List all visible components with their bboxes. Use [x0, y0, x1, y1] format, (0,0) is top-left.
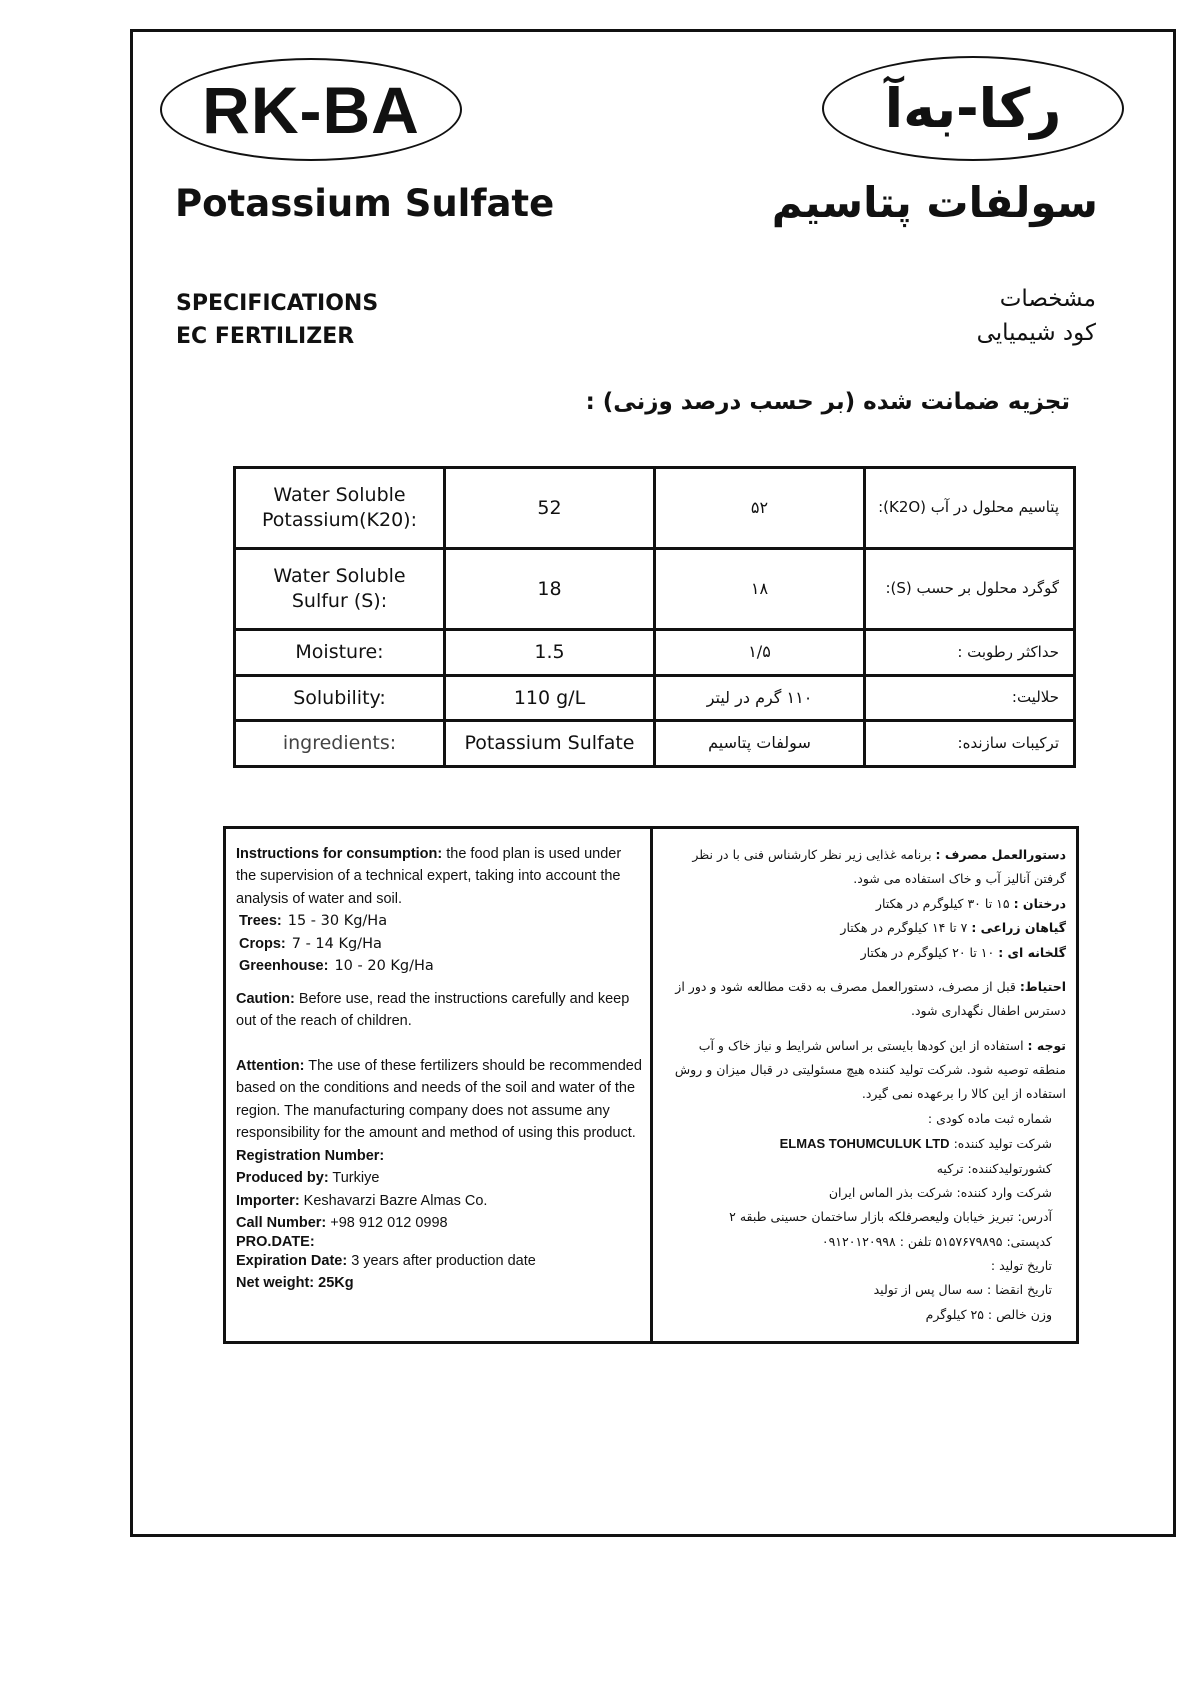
expiration-label-en: Expiration Date:: [236, 1252, 348, 1269]
crops-value-en: 7 - 14 Kg/Ha: [291, 935, 382, 952]
consumption-label-en: Instructions for consumption:: [236, 846, 443, 862]
attention-text-en: The use of these fertilizers should be recommended based on the conditions and needs of the soil and water of the region. The manufacturing company does not assume any responsibility for the amount and method of using this product.: [236, 1057, 642, 1142]
consumption-label-fa: دستورالعمل مصرف :: [935, 847, 1066, 862]
table-row: [235, 549, 1075, 630]
brand-logo-fa: [822, 56, 1124, 161]
caution-text-en: Before use, read the instructions carefully and keep out of the reach of children.: [236, 990, 630, 1030]
specifications-heading-en: SPECIFICATIONS: [176, 291, 379, 316]
registration-label-en: Registration Number:: [236, 1147, 385, 1164]
guaranteed-analysis-title: تجزیه ضمانت شده (بر حسب درصد وزنی) :: [585, 389, 1070, 415]
caution-label-fa: احتیاط:: [1019, 978, 1066, 994]
row-label-en: Water Soluble Sulfur (S):: [235, 549, 445, 630]
greenhouse-value-en: 10 - 20 Kg/Ha: [334, 958, 434, 975]
produced-label-en: Produced by:: [236, 1170, 329, 1187]
dose-trees-fa: [665, 892, 1066, 916]
postal-line-fa: کدپستی: ۵۱۵۷۶۷۹۸۹۵ تلفن : ۰۹۱۲۰۱۲۰۹۹۸: [821, 1233, 1052, 1249]
expiration-value-en: 3 years after production date: [347, 1252, 536, 1269]
produced-line-en: [236, 1167, 642, 1189]
row-value-en: 1.5: [445, 630, 655, 676]
attention-paragraph-fa: [665, 1034, 1066, 1107]
trees-label-en: Trees:: [239, 913, 282, 930]
registration-line-en: [236, 1145, 642, 1167]
row-value-en: 110 g/L: [445, 675, 655, 721]
consumption-text-en: the food plan is used under the supervision of a technical expert, taking into account the analysis of water and soil.: [236, 846, 622, 907]
row-label-en: Water Soluble Potassium(K20):: [235, 468, 445, 549]
crops-label-fa: گیاهان زراعی :: [971, 920, 1066, 936]
attention-paragraph-en: [236, 1055, 642, 1145]
row-label-fa: حلالیت:: [865, 675, 1075, 721]
row-label-en: Solubility:: [235, 675, 445, 721]
row-label-fa: حداکثر رطوبت :: [865, 630, 1075, 676]
netweight-label-en: Net weight: 25Kg: [236, 1275, 354, 1292]
row-label-fa: پتاسیم محلول در آب (K2O):: [865, 468, 1075, 549]
dose-greenhouse-en: [236, 955, 642, 977]
row-value-fa: ۵۲: [655, 468, 865, 549]
row-value-fa: ۱/۵: [655, 630, 865, 676]
dose-greenhouse-fa: [665, 941, 1066, 965]
country-line-fa: کشورتولیدکننده: ترکیه: [936, 1160, 1052, 1176]
crops-value-fa: ۷ تا ۱۴ کیلوگرم در هکتار: [840, 920, 972, 936]
producer-label-fa: شرکت تولید کننده:: [953, 1136, 1052, 1152]
attention-text-fa: استفاده از این کودها بایستی بر اساس شرایط و نیاز خاک و آب منطقه توصیه شود. شرکت تولید کننده هیچ مسئولیتی در قبال میزان و روش استفاده از این کالا را برعهده نمی گیرد.: [674, 1037, 1066, 1102]
caution-paragraph-fa: [665, 975, 1066, 1024]
consumption-paragraph-fa: [665, 843, 1066, 892]
row-label-en: ingredients:: [235, 721, 445, 767]
caution-paragraph-en: [236, 988, 642, 1033]
producer-details-fa: [665, 1107, 1066, 1327]
address-line-fa: آدرس: تبریز خیابان ولیعصرفلکه بازار ساختمان حسینی طبقه ۲: [729, 1209, 1052, 1225]
caution-text-fa: قبل از مصرف، دستورالعمل مصرف به دقت مطالعه شود و دور از دسترس اطفال نگهداری شود.: [675, 978, 1066, 1019]
trees-value-fa: ۱۵ تا ۳۰ کیلوگرم در هکتار: [875, 895, 1014, 911]
expiration-line-en: [236, 1250, 642, 1272]
netweight-line-fa: وزن خالص : ۲۵ کیلوگرم: [925, 1306, 1052, 1322]
importer-line-en: [236, 1190, 642, 1212]
specifications-heading-fa: مشخصات: [999, 286, 1096, 312]
netweight-line-en: [236, 1272, 642, 1294]
row-value-fa: سولفات پتاسیم: [655, 721, 865, 767]
consumption-text-fa: برنامه غذایی زیر نظر کارشناس فنی با در نظر گرفتن آنالیز آب و خاک استفاده می شود.: [692, 847, 1066, 887]
brand-logo-fa-text: رکا-به‌آ: [884, 77, 1062, 140]
importer-line-fa: شرکت وارد کننده: شرکت بذر الماس ایران: [828, 1184, 1052, 1200]
greenhouse-label-fa: گلخانه ای :: [998, 944, 1066, 960]
instructions-column-fa: [653, 829, 1076, 1341]
fertilizer-type-fa: کود شیمیایی: [976, 320, 1096, 346]
call-value-en: +98 912 012 0998: [326, 1215, 448, 1232]
brand-logo-en-text: RK-BA: [202, 72, 420, 147]
importer-value-en: Keshavarzi Bazre Almas Co.: [299, 1192, 488, 1209]
trees-label-fa: درختان :: [1013, 895, 1066, 911]
table-row: [235, 630, 1075, 676]
greenhouse-label-en: Greenhouse:: [239, 958, 329, 975]
expiry-line-fa: تاریخ انقضا : سه سال پس از تولید: [873, 1282, 1052, 1298]
product-title-en: Potassium Sulfate: [175, 182, 555, 225]
row-value-en: 18: [445, 549, 655, 630]
guaranteed-analysis-table: [233, 466, 1076, 768]
crops-label-en: Crops:: [239, 935, 286, 952]
produced-value-en: Turkiye: [328, 1170, 380, 1187]
call-label-en: Call Number:: [236, 1215, 327, 1232]
caution-label-en: Caution:: [236, 990, 295, 1007]
brand-logo-en: [160, 58, 462, 161]
call-line-en: [236, 1212, 642, 1234]
prodate-label-en: PRO.DATE:: [236, 1233, 315, 1250]
row-value-en: 52: [445, 468, 655, 549]
dose-trees-en: [236, 910, 642, 932]
attention-label-fa: توجه :: [1027, 1037, 1066, 1053]
instructions-column-en: [226, 829, 653, 1341]
instructions-box: [223, 826, 1079, 1344]
trees-value-en: 15 - 30 Kg/Ha: [287, 913, 388, 930]
greenhouse-value-fa: ۱۰ تا ۲۰ کیلوگرم در هکتار: [860, 944, 999, 960]
dose-crops-en: [236, 933, 642, 955]
row-label-en: Moisture:: [235, 630, 445, 676]
row-value-en: Potassium Sulfate: [445, 721, 655, 767]
prodate-line-en: [236, 1235, 642, 1250]
table-row: [235, 721, 1075, 767]
dose-crops-fa: [665, 916, 1066, 940]
row-label-fa: گوگرد محلول بر حسب (S):: [865, 549, 1075, 630]
consumption-paragraph-en: [236, 843, 642, 910]
row-value-fa: ۱۸: [655, 549, 865, 630]
importer-label-en: Importer:: [236, 1192, 300, 1209]
table-row: [235, 675, 1075, 721]
row-label-fa: ترکیبات سازنده:: [865, 721, 1075, 767]
producer-line-fa: [665, 1131, 1052, 1156]
product-title-fa: سولفات پتاسیم: [771, 178, 1098, 227]
row-value-fa: ۱۱۰ گرم در لیتر: [655, 675, 865, 721]
registration-line-fa: شماره ثبت ماده کودی :: [927, 1110, 1052, 1126]
attention-label-en: Attention:: [236, 1057, 305, 1074]
table-row: [235, 468, 1075, 549]
producer-value-fa: ELMAS TOHUMCULUK LTD: [779, 1136, 950, 1152]
prodate-line-fa: تاریخ تولید :: [990, 1258, 1052, 1273]
fertilizer-type-en: EC FERTILIZER: [176, 324, 355, 349]
